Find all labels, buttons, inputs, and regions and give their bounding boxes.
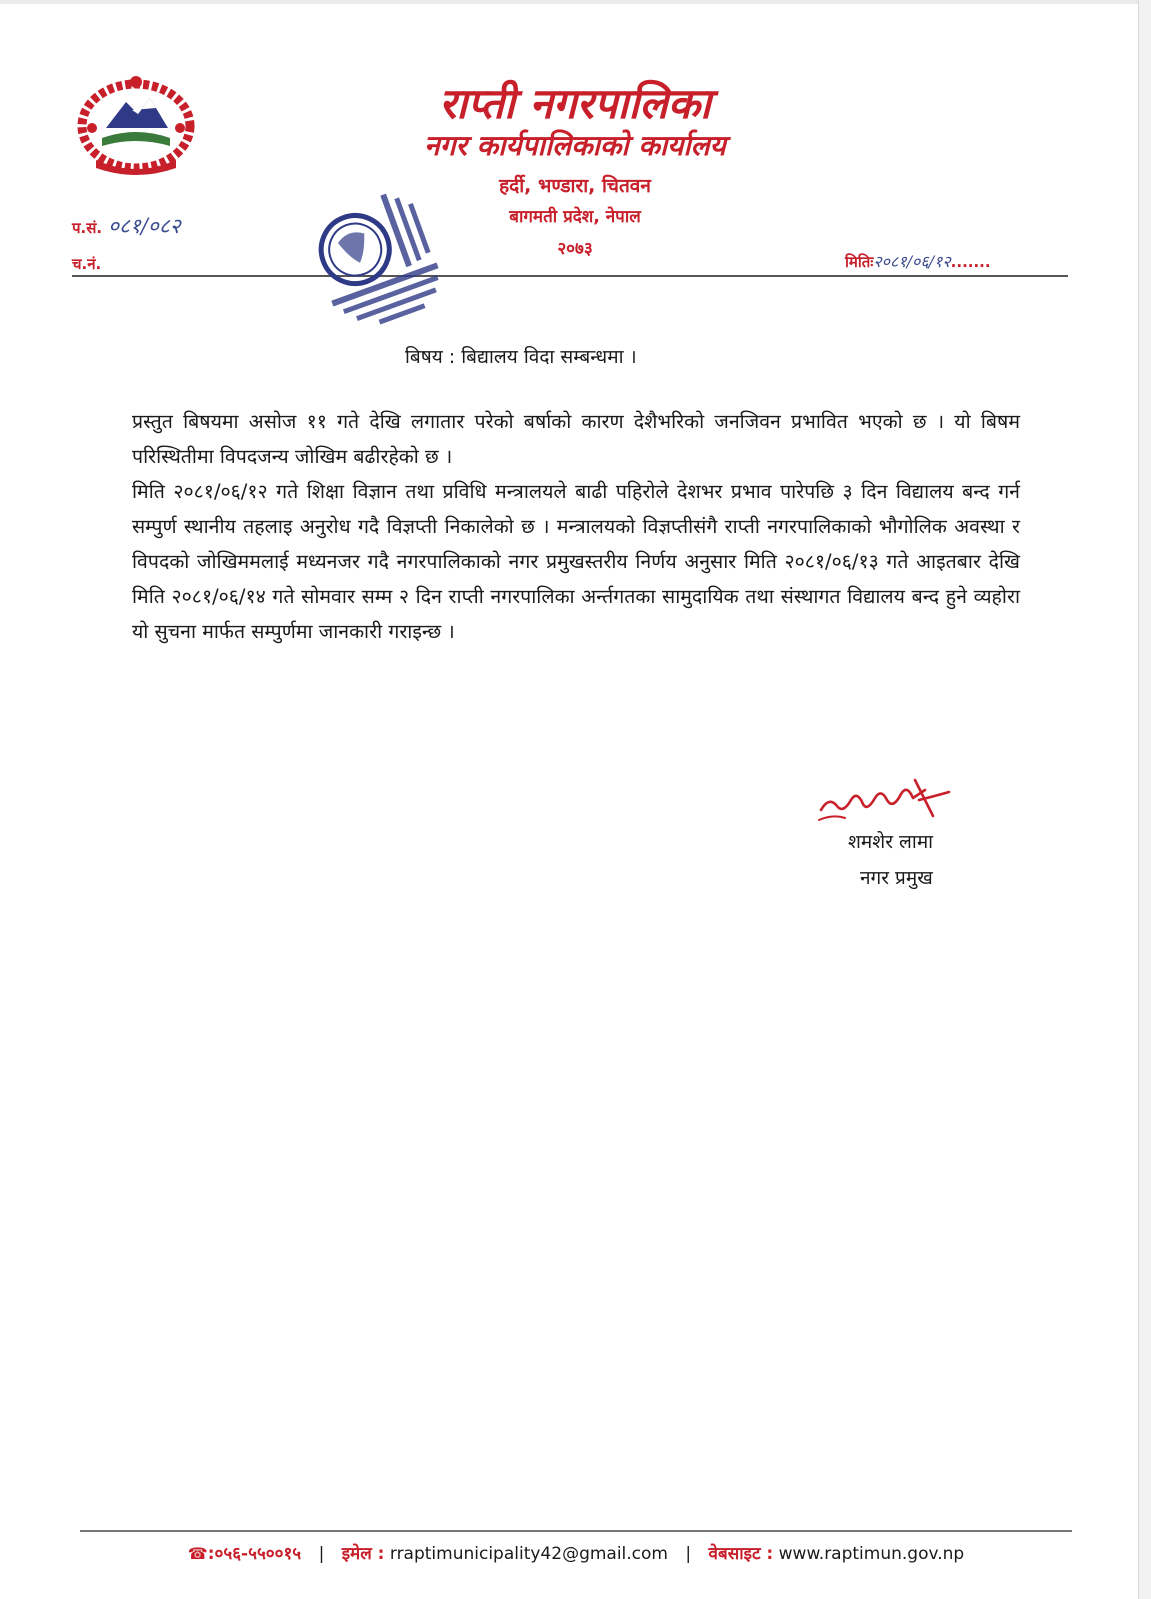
address-line-2: बागमती प्रदेश, नेपाल: [509, 207, 641, 227]
established-year: २०७३: [557, 239, 593, 259]
telephone-icon: ☎: [187, 1544, 208, 1563]
signatory-name: शमशेर लामा: [848, 831, 934, 853]
website-url[interactable]: www.raptimun.gov.np: [778, 1544, 965, 1564]
body-paragraph-2: मिति २०८१/०६/१२ गते शिक्षा विज्ञान तथा प्रविधि मन्त्रालयले बाढी पहिरोले देशभर प्रभाव पारेपछि ३ दिन विद्यालय बन्द गर्न सम्पुर्ण स्थानीय तहलाइ अनुरोध गदै विज्ञप्ती निकालेको छ । मन्त्रालयको विज्ञप्तीसंगै राप्ती नगरपालिकाको भौगोलिक अवस्था र विपदको जोखिममलाई मध्यनजर गदै नगरपालिकाको नगर प्रमुखस्तरीय निर्णय अनुसार मिति २०८१/०६/१३ गते आइतबार देखि मिति २०८१/०६/१४ गते सोमवार सम्म २ दिन राप्ती नगरपालिका अर्न्तगतका सामुदायिक तथा संस्थागत विद्यालय बन्द हुने व्यहोरा यो सुचना मार्फत सम्पुर्णमा जानकारी गराइन्छ ।: [132, 480, 1020, 643]
date-label: मितिः: [845, 253, 874, 271]
page-right-edge: [1138, 0, 1151, 1599]
office-name: नगर कार्यपालिकाको कार्यालय: [424, 129, 726, 162]
office-stamp: [300, 190, 460, 340]
page-top-edge: [0, 0, 1151, 4]
signatory-title: नगर प्रमुख: [860, 867, 933, 889]
org-name: राप्ती नगरपालिका: [439, 79, 711, 128]
date-dots: .......: [950, 253, 991, 271]
header-divider: [72, 275, 1068, 277]
reference-number-label: प.सं.: [72, 219, 103, 237]
dispatch-number-label: च.नं.: [72, 255, 102, 273]
letter-subject: बिषय : बिद्यालय विदा सम्बन्धमा ।: [405, 346, 637, 368]
body-paragraph-1: प्रस्तुत बिषयमा असोज ११ गते देखि लगातार परेको बर्षाको कारण देशैभरिको जनजिवन प्रभावित भएको छ । यो बिषम परिस्थितीमा विपदजन्य जोखिम बढीरहेको छ ।: [132, 410, 1020, 468]
signature-image: [815, 770, 965, 830]
email-address[interactable]: rraptimunicipality42@gmail.com: [389, 1544, 668, 1564]
website-label: वेबसाइट :: [708, 1544, 774, 1564]
email-label: इमेल :: [341, 1544, 385, 1564]
nepal-emblem-logo: [72, 68, 200, 180]
address-line-1: हर्दी, भण्डारा, चितवन: [499, 175, 651, 197]
footer-separator: |: [685, 1544, 692, 1564]
footer-separator: |: [318, 1544, 325, 1564]
letter-date: [845, 250, 991, 272]
dispatch-number: [72, 254, 101, 274]
phone-number: :०५६-५५००१५: [207, 1544, 302, 1564]
reference-number: [72, 212, 181, 240]
date-value: २०८१/०६/१२: [873, 252, 951, 271]
letter-body: [132, 404, 1020, 649]
reference-number-value: ०८१/०८२: [108, 214, 181, 238]
footer-divider: [80, 1530, 1072, 1532]
contact-footer: [80, 1541, 1072, 1564]
